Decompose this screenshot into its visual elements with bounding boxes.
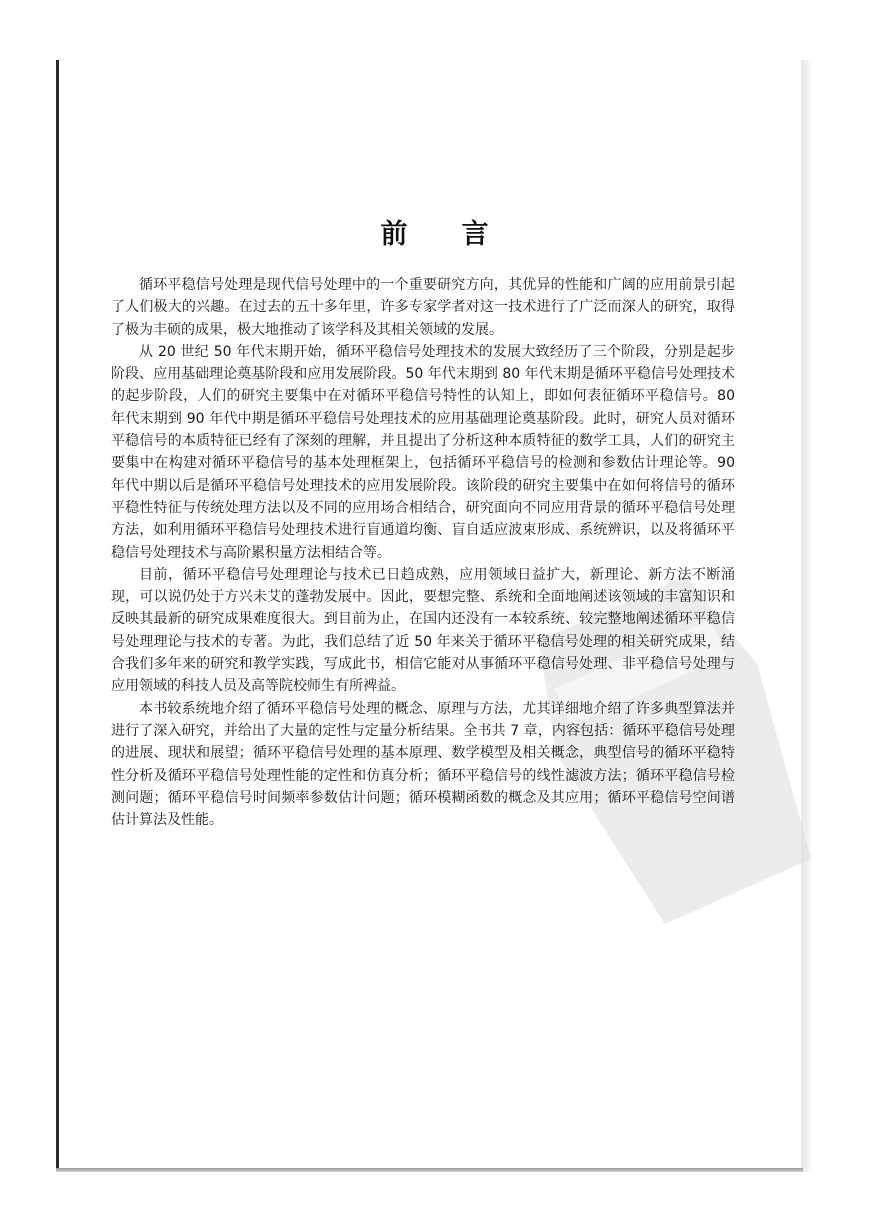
page-title: 前 言	[380, 219, 489, 250]
paragraph-1: 循环平稳信号处理是现代信号处理中的一个重要研究方向，其优异的性能和广阔的应用前景引起了人们极大的兴趣。在过去的五十多年里，许多专家学者对这一技术进行了广泛而深人的研究，取得了极为丰硕的成果，极大地推动了该学科及其相关领域的发展。	[111, 277, 735, 338]
paragraph-3: 目前，循环平稳信号处理理论与技术已日趋成熟，应用领域日益扩大，新理论、新方法不断涌现，可以说仍处于方兴未艾的蓬勃发展中。因此，要想完整、系统和全面地阐述该领域的丰富知识和反映其最新的研究成果难度很大。到目前为止，在国内还没有一本较系统、较完整地阐述循环平稳信号处理理论与技术的专著。为此，我们总结了近 50 年来关于循环平稳信号处理的相关研究成果，结合我们多年来的研究和教学实践，写成此书，相信它能对从事循环平稳信号处理、非平稳信号处理与应用领域的科技人员及高等院校师生有所裨益。	[111, 566, 735, 695]
paragraph-4: 本书较系统地介绍了循环平稳信号处理的概念、原理与方法，尤其详细地介绍了许多典型算法并进行了深入研究，并给出了大量的定性与定量分析结果。全书共 7 章，内容包括：循环平稳信号处理的进展、现状和展望；循环平稳信号处理的基本原理、数学模型及相关概念，典型信号的循环平稳特性分析及循环平稳信号处理性能的定性和仿真分析；循环平稳信号的线性滤波方法；循环平稳信号检测问题；循环平稳信号时间频率参数估计问题；循环模糊函数的概念及其应用；循环平稳信号空间谱估计算法及性能。	[111, 700, 735, 829]
preface-body	[111, 274, 735, 831]
page-bottom-border	[56, 1168, 803, 1172]
watermark-label: PDG	[663, 826, 760, 898]
paragraph-2: 从 20 世纪 50 年代末期开始，循环平稳信号处理技术的发展大致经历了三个阶段，分别是起步阶段、应用基础理论奠基阶段和应用发展阶段。50 年代末期到 80 年代末期是循环平稳信号处理技术的起步阶段，人们的研究主要集中在对循环平稳信号特性的认知上，即如何表征循环平稳信号。80 年代末期到 90 年代中期是循环平稳信号处理技术的应用基础理论奠基阶段。此时，研究人员对循环平稳信号的本质特征已经有了深刻的理解，并且提出了分析这种本质特征的数学工具，人们的研究主要集中在构建对循环平稳信号的基本处理框架上，包括循环平稳信号的检测和参数估计理论等。90 年代中期以后是循环平稳信号处理技术的应用发展阶段。该阶段的研究主要集中在如何将信号的循环平稳性特征与传统处理方法以及不同的应用场合相结合，研究面向不同应用背景的循环平稳信号处理方法，如利用循环平稳信号处理技术进行盲通道均衡、盲自适应波束形成、系统辨识，以及将循环平稳信号处理技术与高阶累积量方法相结合等。	[111, 343, 735, 561]
